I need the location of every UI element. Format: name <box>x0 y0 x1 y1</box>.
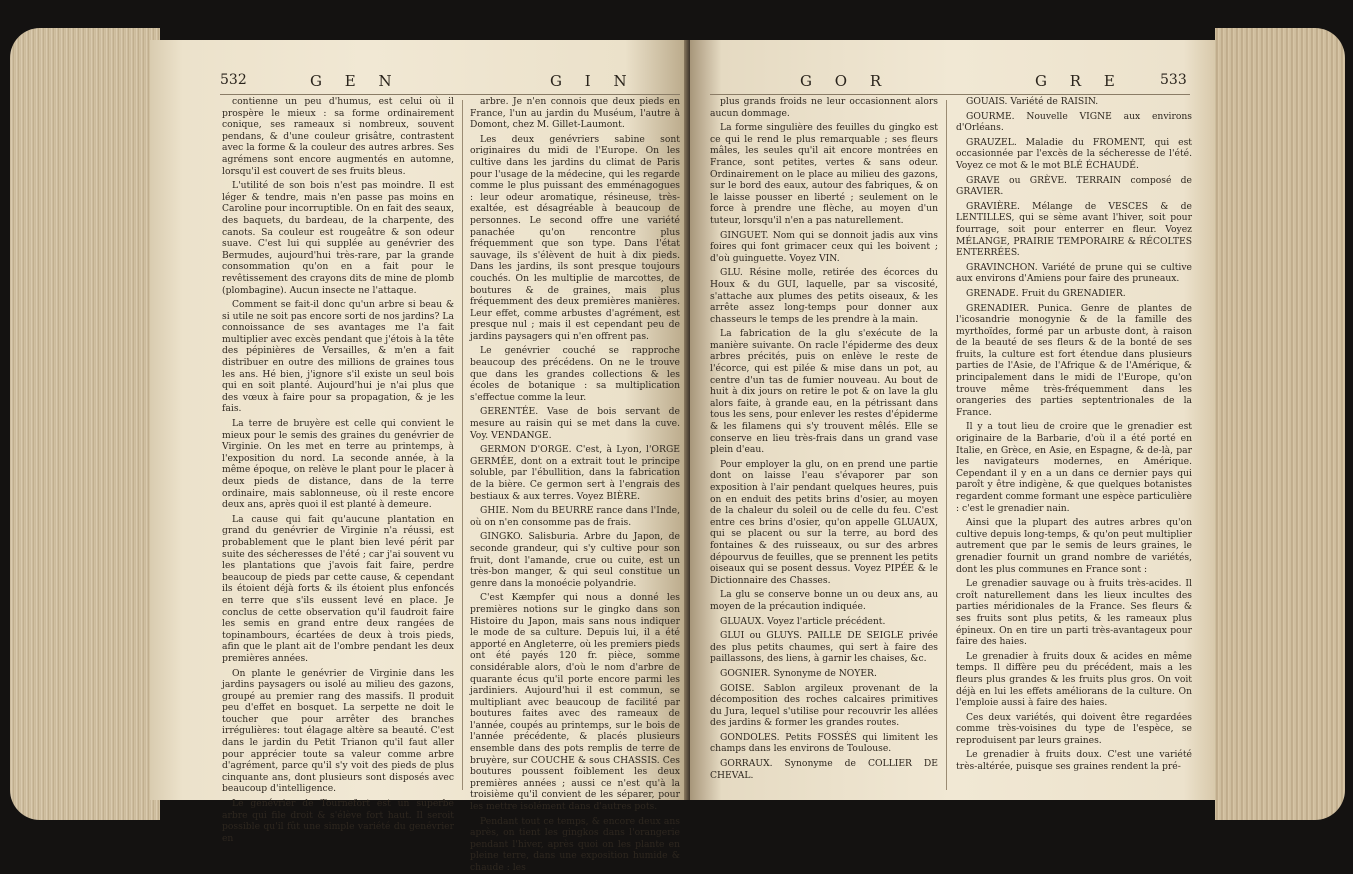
paragraph: GRENADE. Fruit du GRENADIER. <box>966 287 1126 299</box>
paragraph: Le genévrier couché se rapproche beaucoup des précédens. On ne le trouve que dans les grandes collections & les écoles de botanique : sa multiplication s'effectue comme la leur. <box>470 345 680 403</box>
paragraph: GOGNIER. Synonyme de NOYER. <box>720 667 877 679</box>
header-rule <box>220 94 680 95</box>
right-page <box>690 40 1215 800</box>
paragraph: GRAVIÈRE. Mélange de VESCES & de LENTILLES, qui se sème avant l'hiver, soit pour fourrage, soit pour enterrer en fleur. Voyez MÉLANGE, PRAIRIE TEMPORAIRE & RÉCOLTES ENTERRÉES. <box>956 200 1192 259</box>
paragraph: On plante le genévrier de Virginie dans les jardins paysagers ou isolé au milieu des gazons, groupé au premier rang des massifs. Il produit peu d'effet en bosquet. La serpette ne doit le toucher que pour arrêter des branches irrégulières: tout élagage altère sa beauté. C'est dans le jardin du Petit Trianon qu'il faut aller pour apprécier toute sa valeur comme arbre d'agrément, parce qu'il s'y voit des pieds de plus cinquante ans, dont plusieurs sont disposés avec beaucoup d'intelligence. <box>222 667 454 795</box>
paragraph: arbre. Je n'en connois que deux pieds en France, l'un au jardin du Muséum, l'autre à Domont, chez M. Gillet-Laumont. <box>470 96 680 131</box>
right-page-edges <box>1215 28 1345 820</box>
paragraph: Les deux genévriers sabine sont originaires du midi de l'Europe. On les cultive dans les jardins du climat de Paris pour l'usage de la médecine, qui les regarde comme le plus puissant des emménagogues : leur odeur aromatique, résineuse, très-exaltée, est désagréable à beaucoup de personnes. Le second offre une variété panachée qu'on rencontre plus fréquemment que son type. Dans l'état sauvage, ils s'élèvent de huit à dix pieds. Dans les jardins, ils sont presque toujours couchés. On les multiplie de marcottes, de boutures & de graines, mais plus fréquemment des deux premières manières. Leur effet, comme arbustes d'agrément, est presque nul ; mais il est cependant peu de jardins paysagers qui n'en offrent pas. <box>470 133 680 342</box>
running-head-right: G R E <box>1035 72 1124 90</box>
column-divider <box>946 100 947 790</box>
paragraph: La cause qui fait qu'aucune plantation en grand du genévrier de Virginie n'a réussi, est probablement que le plant bien levé périt par suite des sécheresses de l'été ; car j'ai souvent vu les plantations que j'avois fait faire, perdre beaucoup de pieds par cette cause, & cependant ils étoient déjà forts & ils étoient plus enfoncés en terre que s'ils eussent levé en place. Je conclus de cette observation qu'il faudroit faire les semis en grand entre deux rangées de topinambours, écartées de deux à trois pieds, afin que le plant ait de l'ombre pendant les deux premières années. <box>222 513 454 664</box>
paragraph: Le grenadier à fruits doux. C'est une variété très-altérée, puisque ses graines rendent la pré- <box>956 749 1192 773</box>
paragraph: Ces deux variétés, qui doivent être regardées comme très-voisines du type de l'espèce, se reproduisent par leurs graines. <box>956 711 1192 746</box>
running-head-left: G E N <box>310 72 401 90</box>
paragraph: L'utilité de son bois n'est pas moindre. Il est léger & tendre, mais n'en passe pas moins en Caroline pour incorruptible. On en fait des seaux, des baquets, du bardeau, de la charpente, des canots. Sa couleur est rougeâtre & son odeur suave. C'est lui qui supplée au genévrier des Bermudes, aujourd'hui très-rare, par la grande consommation qu'on en a fait pour le revêtissement des crayons dits de mine de plomb (plombagine). Aucun insecte ne l'attaque. <box>222 180 454 296</box>
paragraph: Le genévrier de Tournefort est un superbe arbre qui file droit & s'élève fort haut. Il seroit possible qu'il fût une simple variété du genévrier en <box>222 798 454 844</box>
paragraph: GRENADIER. Punica. Genre de plantes de l'icosandrie monogynie & de la famille des myrthoïdes, formé par un arbuste dont, à raison de la beauté de ses fleurs & de la bonté de ses fruits, la culture est fort étendue dans plusieurs parties de l'Asie, de l'Afrique & de l'Amérique, & principalement dans le midi de l'Europe, qu'on trouve même très-fréquemment dans les orangeries des parties septentrionales de la France. <box>956 302 1192 418</box>
text-column-right-2 <box>956 96 1192 796</box>
paragraph: Pendant tout ce temps, & encore deux ans après, on tient les gingkos dans l'orangerie pendant l'hiver, après quoi on les plante en pleine terre, dans une exposition humide & chaude : les <box>470 815 680 873</box>
running-head-right: G I N <box>550 72 636 90</box>
page-number-right: 533 <box>1160 72 1187 88</box>
paragraph: GERENTÉE. Vase de bois servant de mesure au raisin qui se met dans la cuve. Voy. VENDANGE. <box>470 406 680 441</box>
paragraph: GERMON D'ORGE. C'est, à Lyon, l'ORGE GERMÉE, dont on a extrait tout le principe soluble, par l'ébullition, dans la fabrication de la bière. Ce germon sert à l'engrais des bestiaux & aux terres. Voyez BIÈRE. <box>470 444 680 502</box>
running-head-left: G O R <box>800 72 891 90</box>
paragraph: La forme singulière des feuilles du gingko est ce qui le rend le plus remarquable ; ses fleurs mâles, les seules qu'il ait encore montrées en France, sont petites, vertes & sans odeur. Ordinairement on le place au milieu des gazons, sur le bord des eaux, autour des fabriques, & on le laisse pousser en liberté ; seulement on le force à prendre une flèche, au moyen d'un tuteur, lorsqu'il n'en a pas naturellement. <box>710 122 938 226</box>
paragraph: C'est Kæmpfer qui nous a donné les premières notions sur le gingko dans son Histoire du Japon, mais sans nous indiquer le mode de sa culture. Depuis lui, il a été apporté en Angleterre, où les premiers pieds ont été payés 120 fr. pièce, somme considérable alors, d'où le nom d'arbre de quarante écus qu'il porte encore parmi les jardiniers. Aujourd'hui il est commun, se multipliant avec beaucoup de facilité par boutures faites avec des rameaux de l'année, coupés au printemps, sur le bois de l'année précédente, & placés plusieurs ensemble dans des pots remplis de terre de bruyère, sur COUCHE & sous CHASSIS. Ces boutures poussent foiblement les deux premières années ; aussi ce n'est qu'à la troisième qu'il convient de les séparer, pour les mettre isolément dans d'autres pots. <box>470 592 680 813</box>
paragraph: GRAVE ou GRÈVE. TERRAIN composé de GRAVIER. <box>956 174 1192 198</box>
paragraph: Comment se fait-il donc qu'un arbre si beau & si utile ne soit pas encore sorti de nos jardins? La connoissance de ses avantages me l'a fait multiplier avec excès pendant que j'étois à la tête des pépinières de Versailles, & m'en a fait distribuer en outre des millions de graines tous les ans. Hé bien, j'ignore s'il existe un seul bois qui en soit planté. Aujourd'hui je n'ai plus que des vœux à faire pour sa propagation, & je les fais. <box>222 299 454 415</box>
paragraph: GOUAIS. Variété de RAISIN. <box>966 96 1099 107</box>
paragraph: GINGKO. Salisburia. Arbre du Japon, de seconde grandeur, qui s'y cultive pour son fruit, dont l'amande, crue ou cuite, est un très-bon manger, & qui seul constitue un genre dans la monoécie polyandrie. <box>470 531 680 589</box>
column-divider <box>462 100 463 790</box>
header-rule <box>710 94 1190 95</box>
paragraph: GOURME. Nouvelle VIGNE aux environs d'Orléans. <box>956 110 1192 134</box>
paragraph: La terre de bruyère est celle qui convient le mieux pour le semis des graines du genévrier de Virginie. On les met en terre au printemps, à l'exposition du nord. La seconde année, à la même époque, on relève le plant pour le placer à deux pieds de distance, dans de la terre ordinaire, mais sablonneuse, où il reste encore deux ans, après quoi il est planté à demeure. <box>222 418 454 511</box>
text-column-right-1 <box>710 96 938 796</box>
paragraph: La fabrication de la glu s'exécute de la manière suivante. On racle l'épiderme des deux arbres précités, puis on enlève le reste de l'écorce, qui est pilée & mise dans un pot, au centre d'un tas de fumier nouveau. Au bout de huit à dix jours on retire le pot & on lave la glu alors faite, à grande eau, en la pétrissant dans tous les sens, pour enlever les restes d'épiderme & les filamens qui s'y trouvent mêlés. Elle se conserve en lieu très-frais dans un grand vase plein d'eau. <box>710 328 938 456</box>
paragraph: Il y a tout lieu de croire que le grenadier est originaire de la Barbarie, d'où il a été porté en Italie, en Grèce, en Asie, en Espagne, & de-là, par les navigateurs modernes, en Amérique. Cependant il y en a un dans ce dernier pays qui paroît y être indigène, & que quelques botanistes regardent comme formant une espèce particulière : c'est le grenadier nain. <box>956 421 1192 514</box>
paragraph: GOISE. Sablon argileux provenant de la décomposition des roches calcaires primitives du Jura, lequel s'utilise pour recouvrir les allées des jardins & former les grandes routes. <box>710 682 938 729</box>
page-number-left: 532 <box>220 72 247 88</box>
paragraph: GORRAUX. Synonyme de COLLIER DE CHEVAL. <box>710 758 938 781</box>
left-page <box>150 40 690 873</box>
paragraph: GRAUZEL. Maladie du FROMENT, qui est occasionnée par l'excès de la sécheresse de l'été. Voyez ce mot & le mot BLÉ ÉCHAUDÉ. <box>956 136 1192 171</box>
paragraph: Le grenadier sauvage ou à fruits très-acides. Il croît naturellement dans les lieux incultes des parties méridionales de la France. Ses fleurs & ses fruits sont plus petits, & les rameaux plus épineux. On en tire un parti très-avantageux pour faire des haies. <box>956 578 1192 648</box>
paragraph: Le grenadier à fruits doux & acides en même temps. Il diffère peu du précédent, mais a les fleurs plus grandes & les fruits plus gros. On voit déjà en lui les effets améliorans de la culture. On l'emploie aussi à faire des haies. <box>956 650 1192 709</box>
paragraph: Ainsi que la plupart des autres arbres qu'on cultive depuis long-temps, & qu'on peut multiplier autrement que par le semis de leurs graines, le grenadier fournit un grand nombre de variétés, dont les plus communes en France sont : <box>956 517 1192 575</box>
paragraph: GLU. Résine molle, retirée des écorces du Houx & du GUI, laquelle, par sa viscosité, s'attache aux plumes des petits oiseaux, & les arrête assez long-temps pour donner aux chasseurs le temps de les prendre à la main. <box>710 267 938 325</box>
text-column-left-1 <box>222 96 454 844</box>
text-column-left-2 <box>470 96 680 873</box>
paragraph: GINGUET. Nom qui se donnoit jadis aux vins foires qui font grimacer ceux qui les boivent ; d'où guinguette. Voyez VIN. <box>710 229 938 264</box>
paragraph: plus grands froids ne leur occasionnent alors aucun dommage. <box>710 96 938 119</box>
paragraph: GHIE. Nom du BEURRE rance dans l'Inde, où on n'en consomme pas de frais. <box>470 505 680 528</box>
paragraph: GRAVINCHON. Variété de prune qui se cultive aux environs d'Amiens pour faire des pruneaux. <box>956 261 1192 285</box>
paragraph: La glu se conserve bonne un ou deux ans, au moyen de la précaution indiquée. <box>710 589 938 612</box>
paragraph: contienne un peu d'humus, est celui où il prospère le mieux : sa forme ordinairement conique, ses rameaux si nombreux, souvent pendans, & d'une couleur grisâtre, contrastent avec la forme & la couleur des autres arbres. Ses agrémens sont encore augmentés en automne, lorsqu'il est couvert de ses fruits bleus. <box>222 96 454 177</box>
left-page-edges <box>10 28 160 820</box>
paragraph: GLUI ou GLUYS. PAILLE DE SEIGLE privée des plus petits chaumes, qui sert à faire des paillassons, des liens, à garnir les chaises, &c. <box>710 630 938 665</box>
paragraph: GLUAUX. Voyez l'article précédent. <box>720 615 886 627</box>
paragraph: Pour employer la glu, on en prend une partie dont on laisse l'eau s'évaporer par son exposition à l'air pendant quelques heures, puis on en enduit des petits brins d'osier, au moyen de la chaleur du soleil ou de celle du feu. C'est entre ces brins d'osier, qu'on appelle GLUAUX, qui se placent ou sur la terre, au bord des fontaines & des ruisseaux, ou sur des arbres dépourvus de feuilles, que se prennent les petits oiseaux qui se posent dessus. Voyez PIPÉE & le Dictionnaire des Chasses. <box>710 458 938 586</box>
paragraph: GONDOLES. Petits FOSSÉS qui limitent les champs dans les environs de Toulouse. <box>710 731 938 755</box>
